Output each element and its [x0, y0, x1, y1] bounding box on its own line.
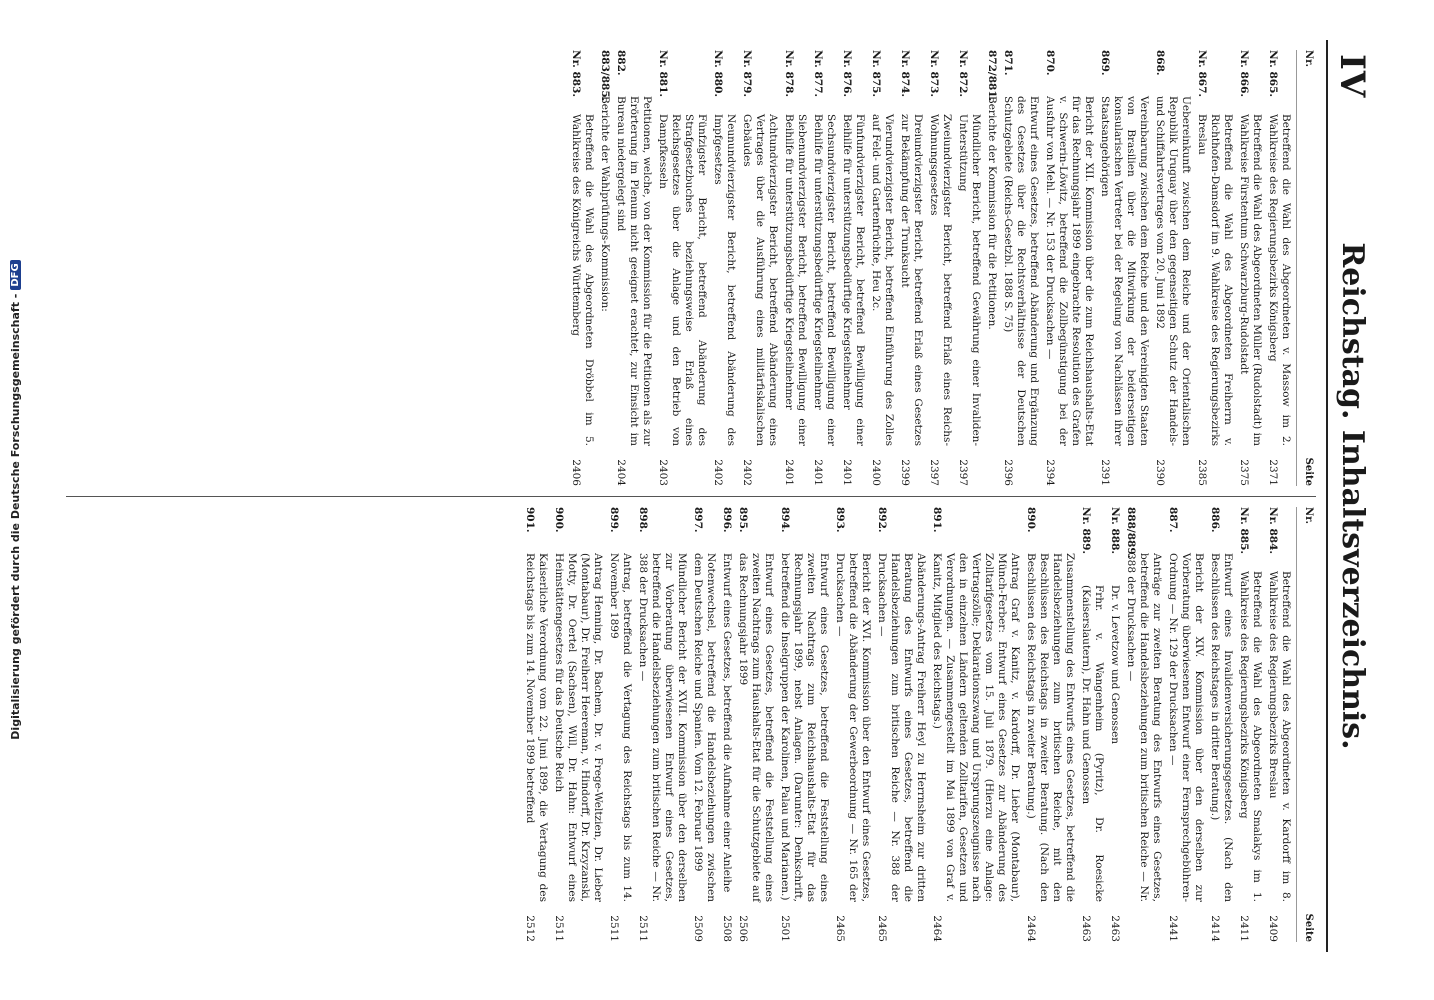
toc-entry	[636, 507, 688, 942]
content-columns	[66, 40, 1316, 952]
entry-page: 2394	[1044, 459, 1056, 486]
entry-text: Abänderungs-Antrag Freiherr Heyl zu Herrnsheim zur dritten Beratung des Entwurfs eines Gesetzes, betreffend die Handelsbeziehungen zum britischen Reiche — Nr. 388 der Drucksachen —	[876, 553, 927, 902]
toc-entry	[691, 507, 717, 942]
entry-text: Entwurf eines Invalidenversicherungsgesetzes. (Nach den Beschlüssen des Reichstages in dritter Beratung.)	[1209, 553, 1234, 902]
entry-text: Dr. v. Levetzow und Genossen	[1109, 585, 1121, 745]
entry-text: Berichte der Wahlprüfungs-Kommission:	[599, 96, 611, 312]
toc-entry	[1208, 507, 1234, 942]
entry-text: Betreffend die Wahl des Abgeordneten Freiherrn v. Richthofen-Damsdorf im 9. Wahlkreise des Regierungsbezirks Breslau	[1196, 114, 1234, 446]
entry-text: Betreffend die Wahl des Abgeordneten v. Massow im 2. Wahlkreise des Regierungsbezirks Königsberg	[1267, 114, 1292, 446]
entry-page: 2511	[553, 915, 565, 942]
entry-number: Nr. 881.	[657, 50, 669, 98]
entry-page: 2391	[1099, 459, 1111, 486]
toc-entry	[840, 50, 866, 486]
entry-number: 896.	[721, 507, 733, 533]
toc-entry	[875, 507, 927, 942]
entry-text: Antrag Graf v. Kanitz, v. Kardorff, Dr. Lieber (Montabaur), Münch-Ferber: Entwurf eines Gesetzes zur Abänderung des Zolltarifgesetzes vom 15. Juli 1879. (Hierzu eine Anlage: Vertragszölle; Deklarationszwang und Ursprungszeugnisse nach den in einzelnen Ländern geltenden Zolltarifen, Gesetzen und Verordnungen. — Zusammengestellt im Mai 1899 von Graf v. Kanitz, Mitglied des Reichstags.)	[931, 553, 1021, 902]
footer	[0, 0, 30, 1000]
toc-entry	[1079, 507, 1105, 942]
entry-text: Entwurf eines Gesetzes, betreffend Abänderung und Ergänzung des Gesetzes über die Rechtsverhältnisse der Deutschen Schutzgebiete (Reichs-Gesetzbl. 1888 S. 75)	[1002, 96, 1040, 446]
entry-number: 892.	[876, 507, 888, 533]
entry-number: Nr. 872.	[957, 50, 969, 98]
entry-page: 2401	[841, 459, 853, 486]
page-title: Reichstag. Inhaltsverzeichnis.	[1335, 242, 1370, 750]
toc-entry	[1266, 507, 1292, 942]
entry-text: Mündlicher Bericht, betreffend Gewährung einer Invaliden-Unterstützung	[957, 114, 982, 446]
toc-entry	[1237, 507, 1263, 942]
page-number: IV	[1332, 54, 1372, 99]
column-header-nr: Nr.	[1303, 50, 1314, 67]
entry-number: 871.	[1002, 50, 1014, 76]
entry-number: 895.	[737, 507, 749, 533]
entry-page: 2464	[931, 915, 943, 942]
entry-number: Nr. 873.	[928, 50, 940, 98]
entry-page: 2414	[1209, 915, 1221, 942]
entry-number: Nr. 885.	[1238, 507, 1250, 555]
entry-number: Nr. 879.	[741, 50, 753, 98]
toc-entry	[869, 50, 895, 486]
entry-page: 2375	[1238, 459, 1250, 486]
toc-entry	[930, 507, 1021, 942]
entry-text: Frhr. v. Wangenheim (Pyritz), Dr. Roesicke (Kaiserslautern), Dr. Hahn und Genossen	[1080, 585, 1105, 902]
entry-text: Uebereinkunft zwischen dem Reiche und der Orientalischen Republik Uruguay über den gegenseitigen Schutz der Handels- und Schiffahrtsvertrages vom 20. Juni 1892	[1154, 96, 1192, 446]
entry-text: Entwurf eines Gesetzes, betreffend die Aufnahme einer Anleihe	[721, 553, 733, 893]
toc-entry	[1124, 507, 1163, 942]
entry-text: Anträge zur zweiten Beratung des Entwurfs eines Gesetzes, betreffend die Handelsbeziehungen zum britischen Reiche — Nr. 388 der Drucksachen —	[1125, 553, 1163, 902]
toc-entry	[598, 50, 611, 486]
column-header	[1296, 50, 1316, 486]
entry-page: 2400	[870, 459, 882, 486]
entry-text: Sechsundvierzigster Bericht, betreffend Bewilligung einer Beihilfe für unterstützungsbedürftige Kriegsteilnehmer	[812, 114, 837, 446]
entry-page: 2390	[1154, 459, 1166, 486]
entry-page: 2397	[957, 459, 969, 486]
entry-text: Entwurf eines Gesetzes, betreffend die Feststellung eines zweiten Nachtrags zum Haushalts-Etat für die Schutzgebiete auf das Rechnungsjahr 1899	[737, 553, 775, 902]
entry-number: 882.	[615, 50, 627, 76]
entry-number: Nr. 889.	[1080, 507, 1092, 555]
entry-number: Nr. 877.	[812, 50, 824, 98]
entry-text: Vierundvierzigster Bericht, betreffend Einführung des Zolles auf Feld- und Gartenfrüchte, Heu 2c.	[870, 114, 895, 446]
entry-text: Bericht der XII. Kommission über die zum Reichshaushalts-Etat für das Rechnungsjahr 1899 eingebrachte Resolution des Grafen v. Schwerin-Löwitz, betreffend die Zollbegünstigung bei der Ausfuhr von Mehl. — Nr. 153 der Drucksachen —	[1044, 96, 1095, 446]
page-header	[1326, 40, 1376, 952]
entry-page: 2404	[615, 459, 627, 486]
entry-page: 2511	[608, 915, 620, 942]
dfg-logo: DFG	[10, 260, 21, 289]
entry-page: 2463	[1109, 915, 1121, 942]
toc-entry	[1195, 50, 1234, 486]
entry-text: Antrag Henning, Dr. Bachem, Dr. v. Frege-Weltzien, Dr. Lieber (Montabaur), Dr. Freiherr Heereman, v. Hindorff, Dr. Krzyzanski, Motty, Dr. Oertel (Sachsen), Will, Dr. Hahn: Entwurf eines Heimstättengesetzes für das Deutsche Reich	[553, 553, 604, 902]
toc-entry	[1153, 50, 1192, 486]
entry-page: 2409	[1267, 915, 1279, 942]
entry-number: 901.	[524, 507, 536, 533]
toc-entry	[569, 50, 595, 486]
toc-entry	[811, 50, 837, 486]
footer-text: Digitalisierung gefördert durch die Deutsche Forschungsgemeinschaft -	[8, 293, 22, 740]
entry-number: Nr. 883.	[570, 50, 582, 98]
entry-page: 2406	[570, 459, 582, 486]
entry-page: 2465	[834, 915, 846, 942]
entry-text: Zusammenstellung des Entwurfs eines Gesetzes, betreffend die Handelsbeziehungen zum britischen Reiche, mit den Beschlüssen des Reichstags in zweiter Beratung. (Nach den Beschlüssen des Reichstags in zweiter Beratung.)	[1025, 553, 1076, 902]
entry-text: Berichte der Kommission für die Petitionen.	[986, 96, 998, 330]
entry-number: 886.	[1209, 507, 1221, 533]
column-header-nr: Nr.	[1303, 507, 1314, 524]
entry-text: Antrag, betreffend die Vertagung des Reichstags bis zum 14. November 1899	[608, 553, 633, 902]
entry-page: 2506	[737, 915, 749, 942]
column-header	[1296, 507, 1316, 942]
entry-number: 898.	[637, 507, 649, 533]
entry-number: 868.	[1154, 50, 1166, 76]
entry-page: 2403	[657, 459, 669, 486]
entry-number: 890.	[1025, 507, 1037, 533]
entry-number: Nr. 876.	[841, 50, 853, 98]
toc-entry	[1024, 507, 1076, 942]
toc-entry	[985, 50, 998, 486]
entry-text: Petitionen, welche, von der Kommission für die Petitionen als zur Erörterung im Plenum nicht geeignet erachtet, zur Einsicht im Bureau niedergelegt sind	[615, 96, 653, 446]
toc-entry	[778, 507, 830, 942]
entry-text: Fünfundvierzigster Bericht, betreffend Bewilligung einer Beihilfe für unterstützungsbedürftige Kriegsteilnehmer	[841, 114, 866, 446]
entry-number: 891.	[931, 507, 943, 533]
entry-number: Nr. 888.	[1109, 507, 1121, 555]
entry-number: Nr. 875.	[870, 50, 882, 98]
toc-entry	[1237, 50, 1263, 486]
entry-page: 2401	[812, 459, 824, 486]
toc-entry	[927, 50, 953, 486]
entry-text: Betreffend die Wahl des Abgeordneten Smalakys im 1. Wahlkreise des Regierungsbezirks Königsberg	[1238, 571, 1263, 902]
entry-number: 893.	[834, 507, 846, 533]
entry-page: 2385	[1196, 459, 1208, 486]
toc-entry	[1098, 50, 1150, 486]
entry-page: 2508	[721, 915, 733, 942]
entry-text: Betreffend die Wahl des Abgeordneten v. Kardorff im 8. Wahlkreise des Regierungsbezirks Breslau	[1267, 571, 1292, 902]
entry-text: Bericht der XVI. Kommission über den Entwurf eines Gesetzes, betreffend die Abänderung der Gewerbeordnung — Nr. 165 der Drucksachen —	[834, 553, 872, 902]
toc-entry	[607, 507, 633, 942]
toc-entry	[614, 50, 653, 486]
entry-page: 2402	[741, 459, 753, 486]
toc-entry	[898, 50, 924, 486]
entry-list	[523, 507, 1292, 942]
entry-number: Nr. 874.	[899, 50, 911, 98]
entry-page: 2399	[899, 459, 911, 486]
left-column	[66, 40, 1316, 496]
entry-number: 900.	[553, 507, 565, 533]
entry-page: 2371	[1267, 459, 1279, 486]
entry-text: Achtundvierzigster Bericht, betreffend Abänderung eines Vertrages über die Ausführung eines militärfiskalischen Gebäudes	[741, 114, 779, 446]
entry-text: Notenwechsel, betreffend die Handelsbeziehungen zwischen dem Deutschen Reiche und Spanien. Vom 12. Februar 1899	[692, 553, 717, 902]
toc-entry	[736, 507, 775, 942]
entry-text: Fünfzigster Bericht, betreffend Abänderung des Strafgesetzbuches beziehungsweise Erlaß eines Reichsgesetzes über die Anlage und den Betrieb von Dampfkesseln	[657, 114, 708, 446]
entry-number: Nr. 866.	[1238, 50, 1250, 98]
entry-list	[569, 50, 1292, 486]
entry-text: Betreffend die Wahl des Abgeordneten Dröbbel im 5. Wahlkreise des Königreichs Württemberg	[570, 114, 595, 446]
toc-entry	[1043, 50, 1095, 486]
toc-entry	[1001, 50, 1040, 486]
entry-number: Nr. 880.	[712, 50, 724, 98]
entry-text: Siebenundvierzigster Bericht, betreffend Bewilligung einer Beihilfe für unterstützungsbedürftige Kriegsteilnehmer	[783, 114, 808, 446]
toc-entry	[956, 50, 982, 486]
right-column	[66, 496, 1316, 952]
toc-entry	[552, 507, 604, 942]
entry-text: Vereinbarung zwischen dem Reiche und den Vereinigten Staaten von Brasilien über die Mitwirkung der beiderseitigen konsularischen Vertreter bei der Regelung von Nachlässen ihrer Staatsangehörigen	[1099, 96, 1150, 446]
toc-entry	[782, 50, 808, 486]
entry-text: Kaiserliche Verordnung vom 22. Juni 1899, die Vertagung des Reichstags bis zum 14. November 1899 betreffend	[524, 553, 549, 902]
entry-number: 899.	[608, 507, 620, 533]
toc-entry	[1108, 507, 1121, 942]
entry-number: Nr. 867.	[1196, 50, 1208, 98]
entry-page: 2396	[1002, 459, 1014, 486]
toc-entry	[720, 507, 733, 942]
toc-entry	[711, 50, 737, 486]
entry-page: 2401	[783, 459, 795, 486]
column-header-seite: Seite	[1303, 913, 1314, 942]
entry-text: Zweiundvierzigster Bericht, betreffend Erlaß eines Reichs-Wohnungsgesetzes	[928, 114, 953, 446]
entry-page: 2501	[779, 915, 791, 942]
entry-number: 894.	[779, 507, 791, 533]
entry-page: 2397	[928, 459, 940, 486]
entry-page: 2465	[876, 915, 888, 942]
entry-page: 2441	[1167, 915, 1179, 942]
entry-page: 2411	[1238, 915, 1250, 942]
entry-page: 2512	[524, 915, 536, 942]
entry-number: 883/885.	[599, 50, 611, 102]
entry-number: 872/881.	[986, 50, 998, 102]
toc-entry	[740, 50, 779, 486]
entry-page: 2511	[637, 915, 649, 942]
entry-text: Bericht der XIV. Kommission über den derselben zur Vorberatung überwiesenen Entwurf einer Fernsprechgebühren-Ordnung — Nr. 129 der Drucksachen —	[1167, 553, 1205, 902]
entry-text: Neunundvierzigster Bericht, betreffend Abänderung des Impfgesetzes	[712, 114, 737, 446]
entry-text: Dreiundvierzigster Bericht, betreffend Erlaß eines Gesetzes zur Bekämpfung der Trunksucht	[899, 114, 924, 446]
entry-number: 887.	[1167, 507, 1179, 533]
entry-text: Entwurf eines Gesetzes, betreffend die Feststellung eines zweiten Nachtrags zum Reichshaushalts-Etat für das Rechnungsjahr 1899, nebst Anlagen. (Darunter: Denkschrift, betreffend die Inselgruppen der Karolinen, Palau und Marianen.)	[779, 553, 830, 902]
toc-entry	[833, 507, 872, 942]
entry-number: Nr. 865.	[1267, 50, 1279, 98]
toc-entry	[656, 50, 708, 486]
entry-number: Nr. 878.	[783, 50, 795, 98]
entry-text: Betreffend die Wahl des Abgeordneten Müller (Rudolstadt) im Wahlkreise Fürstentum Schwarzburg-Rudolstadt	[1238, 114, 1263, 446]
entry-page: 2463	[1080, 915, 1092, 942]
toc-entry	[1266, 50, 1292, 486]
entry-number: 870.	[1044, 50, 1056, 76]
entry-number: 888/889.	[1125, 507, 1137, 559]
entry-page: 2509	[692, 915, 704, 942]
toc-entry	[1166, 507, 1205, 942]
entry-text: Mündlicher Bericht der XVII. Kommission über den derselben zur Vorberatung überwiesenen Entwurf eines Gesetzes, betreffend die Handelsbeziehungen zum britischen Reiche — Nr. 388 der Drucksachen —	[637, 553, 688, 902]
toc-entry	[523, 507, 549, 942]
entry-page: 2402	[712, 459, 724, 486]
column-header-seite: Seite	[1303, 457, 1314, 486]
entry-number: 869.	[1099, 50, 1111, 76]
entry-number: Nr. 884.	[1267, 507, 1279, 555]
entry-page: 2464	[1025, 915, 1037, 942]
entry-number: 897.	[692, 507, 704, 533]
